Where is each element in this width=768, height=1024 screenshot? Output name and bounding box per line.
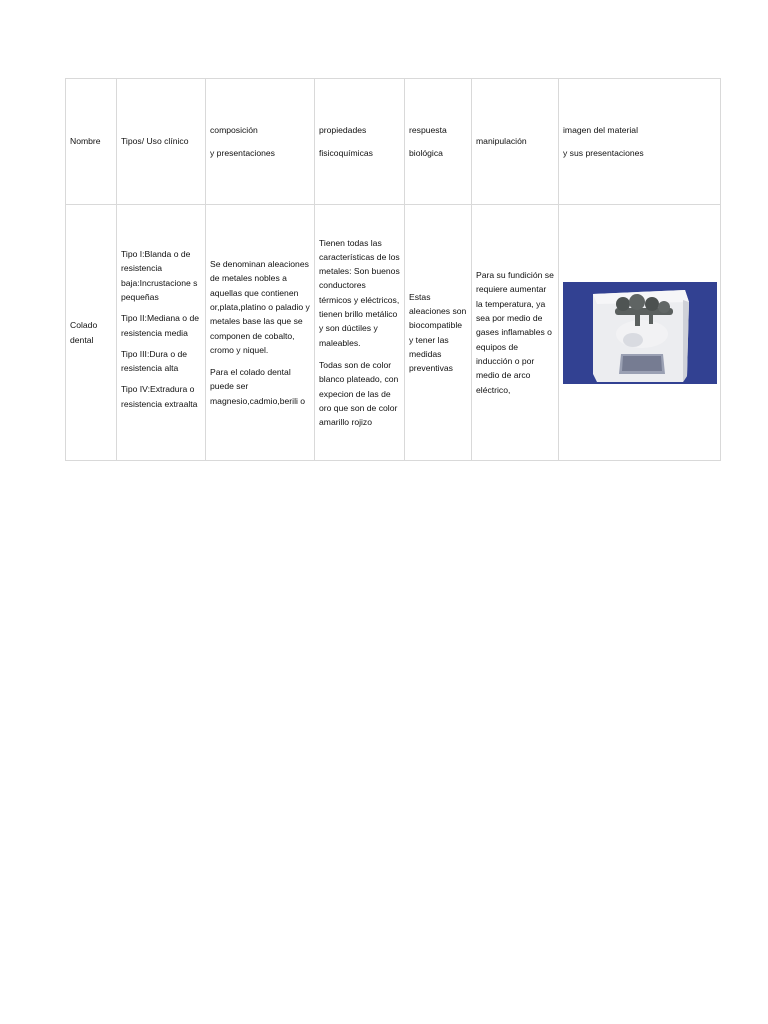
dental-casting-photo-icon — [563, 282, 717, 384]
header-imagen-line1: imagen del material — [563, 124, 638, 135]
header-tipos-text: Tipos/ Uso clínico — [121, 136, 189, 147]
header-manipulacion — [472, 79, 559, 205]
propiedades-paragraph-2: Todas son de color blanco plateado, con expecion de las de oro que son de color amarillo rojizo — [319, 359, 399, 428]
header-propiedades-line1: propiedades — [319, 124, 367, 135]
header-composicion — [206, 79, 315, 205]
cell-tipos — [117, 205, 206, 461]
header-propiedades-line2: fisicoquímicas — [319, 148, 373, 158]
composicion-paragraph-1: Se denominan aleaciones de metales nobles a aquellas que contienen or,plata,platino o paladio y metales base las que se componen de cobalto, cromo y niquel. — [210, 259, 310, 355]
header-propiedades — [315, 79, 405, 205]
cell-propiedades — [315, 205, 405, 461]
tipo-item-1: Tipo I:Blanda o de resistencia baja:Incrustacione s pequeñas — [121, 249, 198, 302]
tipo-item-4: Tipo IV:Extradura o resistencia extraalta — [121, 384, 198, 409]
cell-manipulacion — [472, 205, 559, 461]
header-imagen-line2: y sus presentaciones — [563, 148, 644, 158]
cell-composicion — [206, 205, 315, 461]
table-row — [66, 205, 721, 461]
cell-nombre-text: Colado dental — [70, 320, 98, 345]
cell-respuesta — [405, 205, 472, 461]
header-composicion-line2: y presentaciones — [210, 148, 275, 158]
header-imagen — [559, 79, 721, 205]
propiedades-paragraph-1: Tienen todas las características de los metales: Son buenos conductores térmicos y eléctricos, tienen brillo metálico y son dúctiles y maleables. — [319, 237, 400, 348]
header-nombre-text: Nombre — [70, 136, 101, 147]
tipo-item-3: Tipo III:Dura o de resistencia alta — [121, 348, 188, 374]
header-respuesta-line1: respuesta — [409, 124, 447, 135]
header-row — [66, 79, 721, 205]
composicion-paragraph-2: Para el colado dental puede ser magnesio,cadmio,berili o — [210, 367, 306, 406]
materials-table — [65, 78, 721, 461]
manipulacion-text: Para su fundición se requiere aumentar la temperatura, ya sea por medio de gases inflamables o equipos de inducción o por medio de arco eléctrico, — [476, 270, 554, 395]
respuesta-text: Estas aleaciones son biocompatible y tener las medidas preventivas — [409, 291, 467, 374]
header-tipos — [117, 79, 206, 205]
header-respuesta — [405, 79, 472, 205]
header-nombre — [66, 79, 117, 205]
header-composicion-line1: composición — [210, 124, 258, 135]
cell-nombre — [66, 205, 117, 461]
tipo-item-2: Tipo II:Mediana o de resistencia media — [121, 313, 200, 338]
cell-imagen — [559, 205, 721, 461]
header-manipulacion-text: manipulación — [476, 136, 527, 147]
header-respuesta-line2: biológica — [409, 148, 443, 158]
